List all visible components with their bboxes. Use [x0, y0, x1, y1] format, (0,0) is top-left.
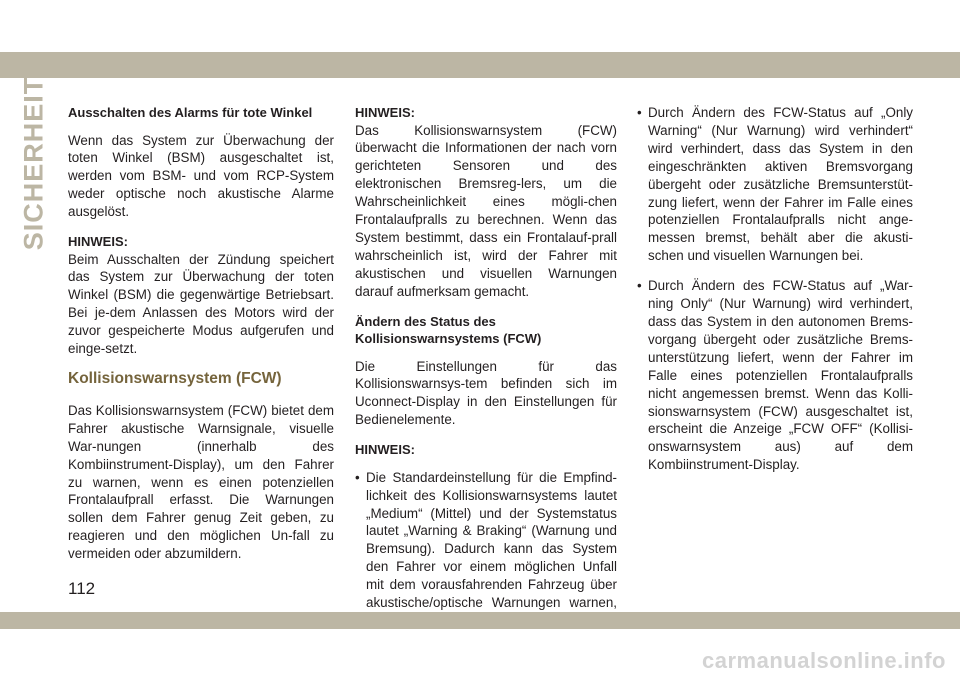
note-text-fcw-sensors: Das Kollisionswarnsystem (FCW) überwacht die Informationen der nach vorn gerichteten Sensoren und des elektronischen Bremsreg-lers, um die Wahrscheinlichkeit eines mögli-chen Frontalaufpralls zu berechnen. Wenn das System bestimmt, dass ein Frontalauf-prall wahrscheinlich ist, wird der Fahrer mit akustischen und visuellen Warnungen darauf aufmerksam gemacht. — [355, 122, 617, 299]
list-item — [637, 104, 913, 265]
paragraph-bsm-off: Wenn das System zur Überwachung der toten Winkel (BSM) ausgeschaltet ist, werden vom BSM- und vom RCP-System weder optische noch akustische Alarme ausgelöst. — [68, 132, 334, 220]
list-item — [637, 277, 913, 474]
page-number: 112 — [68, 579, 96, 598]
bullet-text-default-setting: Die Standardeinstellung für die Empfind-lichkeit des Kollisionswarnsystems lautet „Medium“ (Mittel) und der Systemstatus lautet „Warning & Braking“ (Warnung und Bremsung). Dadurch kann das System den Fahrer vor einem möglichen Unfall mit dem vorausfahrenden Fahrzeug über akustische/optische Warnungen warnen, — [366, 469, 617, 611]
note-label: HINWEIS: — [68, 234, 128, 250]
side-tab-label: SICHERHEIT — [18, 76, 49, 250]
text-column-middle — [355, 104, 617, 660]
subheading-blind-spot-alarm-off: Ausschalten des Alarms für tote Winkel — [68, 105, 313, 120]
note-label: HINWEIS: — [355, 442, 415, 458]
header-color-bar — [0, 52, 960, 78]
note-text-bsm-memory: Beim Ausschalten der Zündung speichert das System zur Überwachung der toten Winkel (BSM) die gegenwärtige Betriebsart. Bei je-dem Anlassen des Motors wird der zuvor gespeicherte Modus aufgerufen und einge-setzt. — [68, 251, 334, 357]
bullet-text-only-warning: Durch Ändern des FCW-Status auf „Only Warning“ (Nur Warnung) wird verhindert“ wird verhindert, dass das System in den eingeschränkten aktiven Bremsvorgang übergeht oder zusätzliche Bremsunterstüt-zung liefert, wenn der Fahrer im Falle eines potenziellen Frontalaufpralls nicht ange-messen bremst, behält aber die akusti-schen und visuellen Warnungen bei. — [648, 105, 913, 264]
bullet-dot: • — [637, 278, 642, 294]
footer-color-bar — [0, 612, 960, 629]
bullet-dot: • — [355, 469, 360, 485]
section-side-tab — [14, 76, 54, 250]
top-margin — [0, 0, 960, 52]
text-column-right — [637, 104, 913, 486]
bullet-dot: • — [637, 105, 642, 120]
text-column-left — [68, 104, 334, 575]
note-label: HINWEIS: — [355, 105, 415, 120]
bullet-list — [637, 104, 913, 474]
subheading-change-fcw-status: Ändern des Status des Kollisionswarnsystems (FCW) — [355, 313, 542, 347]
paragraph-fcw-intro: Das Kollisionswarnsystem (FCW) bietet dem Fahrer akustische Warnsignale, visuelle War-nungen (innerhalb des Kombiinstrument-Display), um den Fahrer zu warnen, wenn es einen potenziellen Frontalaufprall erfasst. Die Warnungen sollen dem Fahrer genug Zeit geben, zu reagieren und den möglichen Un-fall zu vermeiden oder abzumildern. — [68, 402, 334, 562]
bullet-text-warning-only: Durch Ändern des FCW-Status auf „War-ning Only“ (Nur Warnung) wird verhindert, dass das System in den autonomen Brems-vorgang übergeht oder zusätzliche Brems-unterstützung liefert, wenn der Fahrer im Falle eines potenziellen Frontalaufpralls nicht angemessen bremst. Wenn das Kolli-sionswarnsystem (FCW) ausgeschaltet ist, erscheint die Anzeige „FCW OFF“ (Kollisi-onswarnsystem aus) auf dem Kombiinstrument-Display. — [648, 278, 913, 473]
section-title-fcw: Kollisionswarnsystem (FCW) — [68, 369, 282, 387]
paragraph-fcw-settings: Die Einstellungen für das Kollisionswarnsys-tem befinden sich im Uconnect-Display in den Einstellungen für Bedienelemente. — [355, 358, 617, 428]
watermark-text: carmanualsonline.info — [702, 648, 946, 673]
